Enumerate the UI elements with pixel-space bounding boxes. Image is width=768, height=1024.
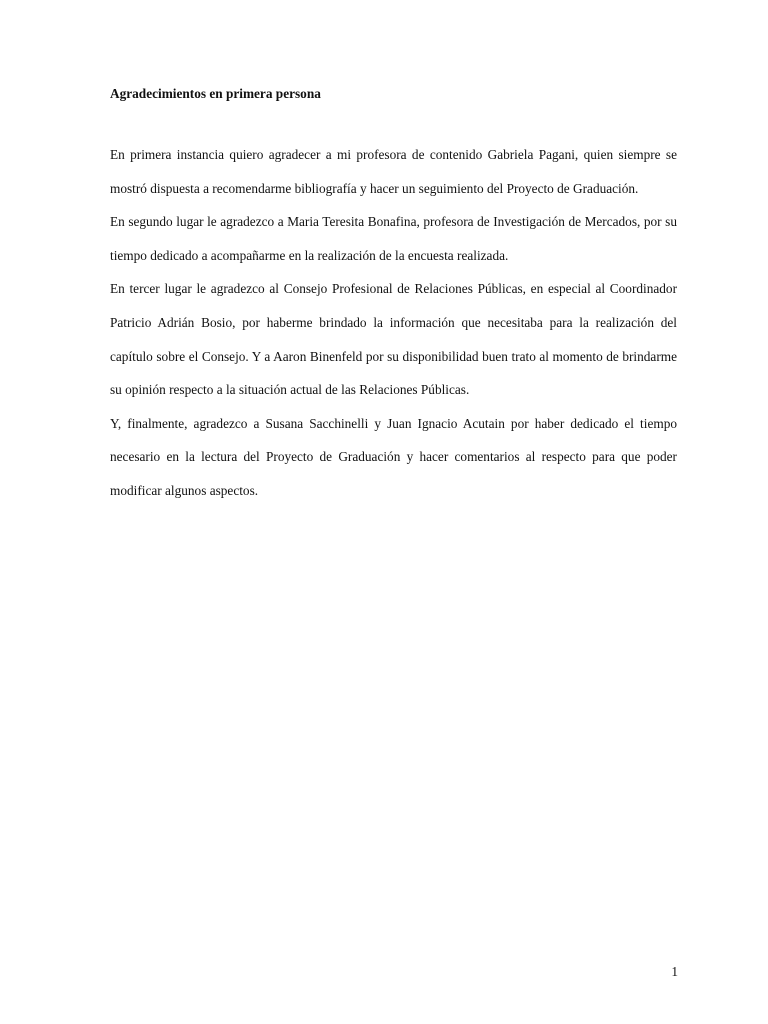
paragraph-1: En primera instancia quiero agradecer a mi profesora de contenido Gabriela Pagani, quien siempre se mostró dispuesta a recomendarme bibliografía y hacer un seguimiento del Proyecto de Graduación. [110, 147, 677, 196]
page-number: 1 [671, 964, 678, 979]
paragraph-3: En tercer lugar le agradezco al Consejo Profesional de Relaciones Públicas, en especial al Coordinador Patricio Adrián Bosio, por haberme brindado la información que necesitaba para la realización del capítulo sobre el Consejo. Y a Aaron Binenfeld por su disponibilidad buen trato al momento de brindarme su opinión respecto a la situación actual de las Relaciones Públicas. [110, 281, 677, 398]
paragraph-2: En segundo lugar le agradezco a Maria Teresita Bonafina, profesora de Investigación de Mercados, por su tiempo dedicado a acompañarme en la realización de la encuesta realizada. [110, 214, 677, 263]
document-title: Agradecimientos en primera persona [110, 86, 321, 101]
paragraph-4: Y, finalmente, agradezco a Susana Sacchinelli y Juan Ignacio Acutain por haber dedicado el tiempo necesario en la lectura del Proyecto de Graduación y hacer comentarios al respecto para que poder modificar algunos aspectos. [110, 415, 677, 498]
document-body [110, 138, 677, 508]
